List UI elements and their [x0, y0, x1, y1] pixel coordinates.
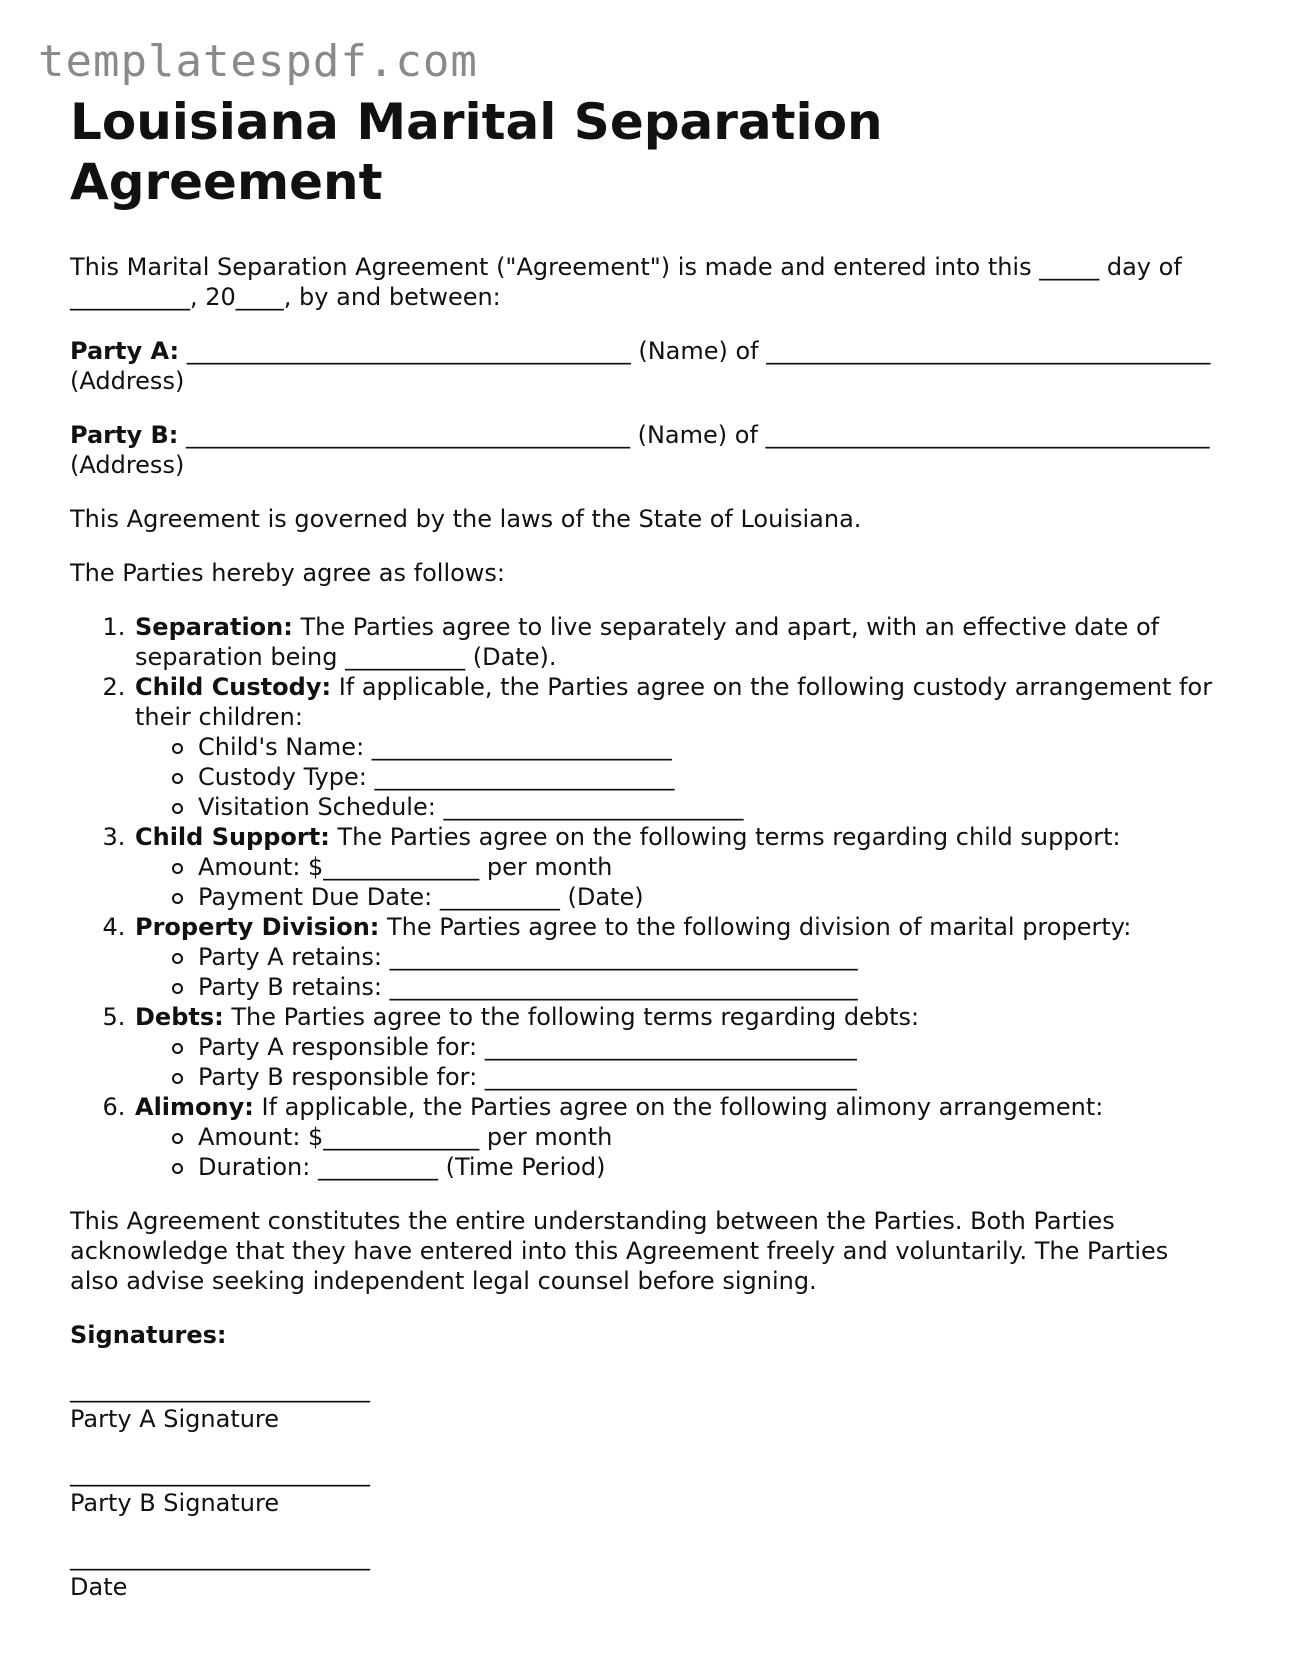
party-b-fields: _____________________________________ (Name) of _____________________________________ (Address) — [70, 421, 1210, 479]
list-item: Party B retains: _______________________________________ — [198, 972, 1220, 1002]
party-a-signature-block — [70, 1374, 1220, 1434]
document-page — [70, 92, 1220, 1602]
signatures-heading — [70, 1320, 1220, 1350]
title-line-2: Agreement — [70, 153, 383, 211]
party-a-fields: _____________________________________ (Name) of _____________________________________ (Address) — [70, 337, 1211, 395]
party-a-block — [70, 336, 1220, 396]
intro-paragraph: This Marital Separation Agreement ("Agreement") is made and entered into this _____ day of __________, 20____, by and between: — [70, 253, 1182, 311]
party-b-label: Party B: — [70, 421, 179, 449]
term-title: Property Division: — [135, 913, 380, 941]
property-items — [135, 942, 1220, 1002]
term-debts — [133, 1002, 1220, 1092]
term-child-custody — [133, 672, 1220, 822]
title-line-1: Louisiana Marital Separation — [70, 93, 883, 151]
closing-paragraph: This Agreement constitutes the entire understanding between the Parties. Both Parties acknowledge that they have entered into this Agreement freely and voluntarily. The Parties also advise seeking independent legal counsel before signing. — [70, 1207, 1169, 1295]
terms-list — [70, 612, 1220, 1182]
alimony-items — [135, 1122, 1220, 1182]
list-item: Party A responsible for: _______________________________ — [198, 1032, 1220, 1062]
term-title: Child Custody: — [135, 673, 332, 701]
agree-intro: The Parties hereby agree as follows: — [70, 559, 506, 587]
term-text: The Parties agree on the following terms regarding child support: — [329, 823, 1121, 851]
term-text: The Parties agree to the following terms regarding debts: — [223, 1003, 920, 1031]
term-text: If applicable, the Parties agree on the following alimony arrangement: — [253, 1093, 1104, 1121]
date-signature-block — [70, 1542, 1220, 1602]
debt-items — [135, 1032, 1220, 1092]
signature-line: _________________________ — [70, 1375, 370, 1403]
signature-label: Date — [70, 1573, 128, 1601]
list-item: Amount: $_____________ per month — [198, 852, 1220, 882]
signatures-heading-text: Signatures: — [70, 1321, 227, 1349]
term-title: Child Support: — [135, 823, 330, 851]
term-text: The Parties agree to the following division of marital property: — [379, 913, 1132, 941]
custody-items — [135, 732, 1220, 822]
list-item: Duration: __________ (Time Period) — [198, 1152, 1220, 1182]
support-items — [135, 852, 1220, 912]
signature-line: _________________________ — [70, 1459, 370, 1487]
list-item: Party A retains: _______________________________________ — [198, 942, 1220, 972]
list-item: Amount: $_____________ per month — [198, 1122, 1220, 1152]
list-item: Payment Due Date: __________ (Date) — [198, 882, 1220, 912]
list-item: Custody Type: _________________________ — [198, 762, 1220, 792]
term-title: Separation: — [135, 613, 293, 641]
term-text: If applicable, the Parties agree on the following custody arrangement for their children: — [135, 673, 1213, 731]
signature-label: Party B Signature — [70, 1489, 280, 1517]
watermark: templatespdf.com — [38, 36, 478, 87]
party-a-label: Party A: — [70, 337, 180, 365]
term-title: Alimony: — [135, 1093, 254, 1121]
term-title: Debts: — [135, 1003, 224, 1031]
party-b-block — [70, 420, 1220, 480]
term-separation — [133, 612, 1220, 672]
party-b-signature-block — [70, 1458, 1220, 1518]
term-child-support — [133, 822, 1220, 912]
signature-label: Party A Signature — [70, 1405, 280, 1433]
governing-law: This Agreement is governed by the laws of the State of Louisiana. — [70, 505, 862, 533]
list-item: Party B responsible for: _______________________________ — [198, 1062, 1220, 1092]
term-alimony — [133, 1092, 1220, 1182]
term-property-division — [133, 912, 1220, 1002]
list-item: Child's Name: _________________________ — [198, 732, 1220, 762]
term-text: The Parties agree to live separately and apart, with an effective date of separation being __________ (Date). — [135, 613, 1160, 671]
list-item: Visitation Schedule: _________________________ — [198, 792, 1220, 822]
document-title — [70, 92, 1220, 212]
signature-line: _________________________ — [70, 1543, 370, 1571]
